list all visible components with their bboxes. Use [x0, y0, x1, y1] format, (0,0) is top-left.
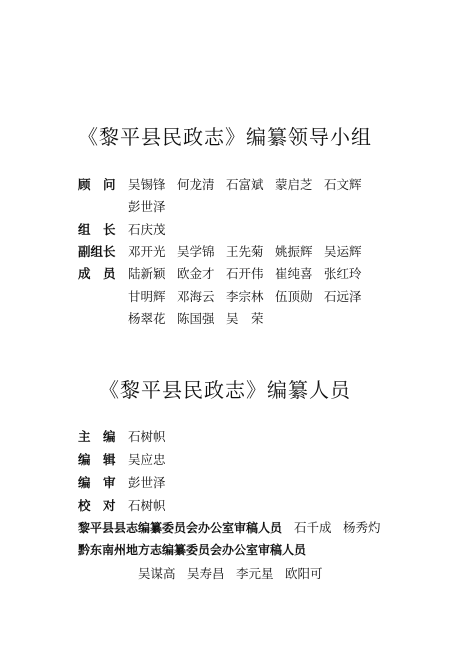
member-name: 李宗林 [226, 289, 264, 304]
leader-label: 组 长 [78, 222, 116, 237]
chief-editor-label: 主 编 [78, 429, 116, 444]
member-name: 石开伟 [226, 266, 264, 281]
members-row-cont [128, 288, 373, 306]
prefecture-office-row [78, 541, 306, 559]
prefecture-office-name: 欧阳可 [285, 566, 323, 581]
member-name: 邓海云 [177, 289, 215, 304]
member-name: 石远泽 [324, 289, 362, 304]
leader-row [78, 221, 177, 239]
members-row-cont [128, 310, 275, 328]
proofreader-row [78, 497, 177, 515]
advisor-name: 石富斌 [226, 177, 264, 192]
section2-title: 《黎平县民政志》编纂人员 [99, 378, 351, 402]
reviewer-label: 编 审 [78, 475, 116, 490]
member-name: 崔纯喜 [275, 266, 313, 281]
deputy-label: 副组长 [78, 244, 116, 259]
member-name: 杨翠花 [128, 311, 166, 326]
proofreader-name: 石树帜 [128, 498, 166, 513]
advisor-name: 石文辉 [324, 177, 362, 192]
advisor-name: 蒙启芝 [275, 177, 313, 192]
member-name: 伍顶勋 [275, 289, 313, 304]
prefecture-office-label: 黔东南州地方志编纂委员会办公室审稿人员 [78, 543, 307, 557]
advisor-name: 彭世泽 [128, 199, 166, 214]
deputy-name: 吴运辉 [324, 244, 362, 259]
section1-title: 《黎平县民政志》编纂领导小组 [78, 125, 372, 149]
prefecture-office-names-row [138, 565, 334, 583]
reviewer-name: 彭世泽 [128, 475, 166, 490]
member-name: 吴 荣 [226, 311, 264, 326]
editor-label: 编 辑 [78, 452, 116, 467]
proofreader-label: 校 对 [78, 498, 116, 513]
members-row [78, 265, 373, 283]
advisor-row-cont [128, 198, 177, 216]
member-name: 陆新颖 [128, 266, 166, 281]
deputy-name: 姚振辉 [275, 244, 313, 259]
chief-editor-row [78, 428, 177, 446]
reviewer-row [78, 474, 177, 492]
chief-editor-name: 石树帜 [128, 429, 166, 444]
county-office-name: 石千成 [294, 520, 332, 535]
county-office-row [78, 519, 392, 537]
deputy-row [78, 243, 373, 261]
member-name: 欧金才 [177, 266, 215, 281]
member-name: 陈国强 [177, 311, 215, 326]
member-name: 张红玲 [324, 266, 362, 281]
deputy-name: 吴学锦 [177, 244, 215, 259]
members-label: 成 员 [78, 266, 116, 281]
county-office-name: 杨秀灼 [343, 520, 381, 535]
member-name: 甘明辉 [128, 289, 166, 304]
editor-row [78, 451, 177, 469]
advisor-name: 吴锡锋 [128, 177, 166, 192]
county-office-label: 黎平县县志编纂委员会办公室审稿人员 [78, 521, 283, 535]
deputy-name: 邓开光 [128, 244, 166, 259]
prefecture-office-name: 李元星 [236, 566, 274, 581]
advisor-label: 顾 问 [78, 177, 116, 192]
prefecture-office-name: 吴谋高 [138, 566, 176, 581]
editor-name: 吴应忠 [128, 452, 166, 467]
advisor-name: 何龙清 [177, 177, 215, 192]
advisor-row [78, 176, 373, 194]
deputy-name: 王先菊 [226, 244, 264, 259]
leader-name: 石庆茂 [128, 222, 166, 237]
prefecture-office-name: 吴寿昌 [187, 566, 225, 581]
